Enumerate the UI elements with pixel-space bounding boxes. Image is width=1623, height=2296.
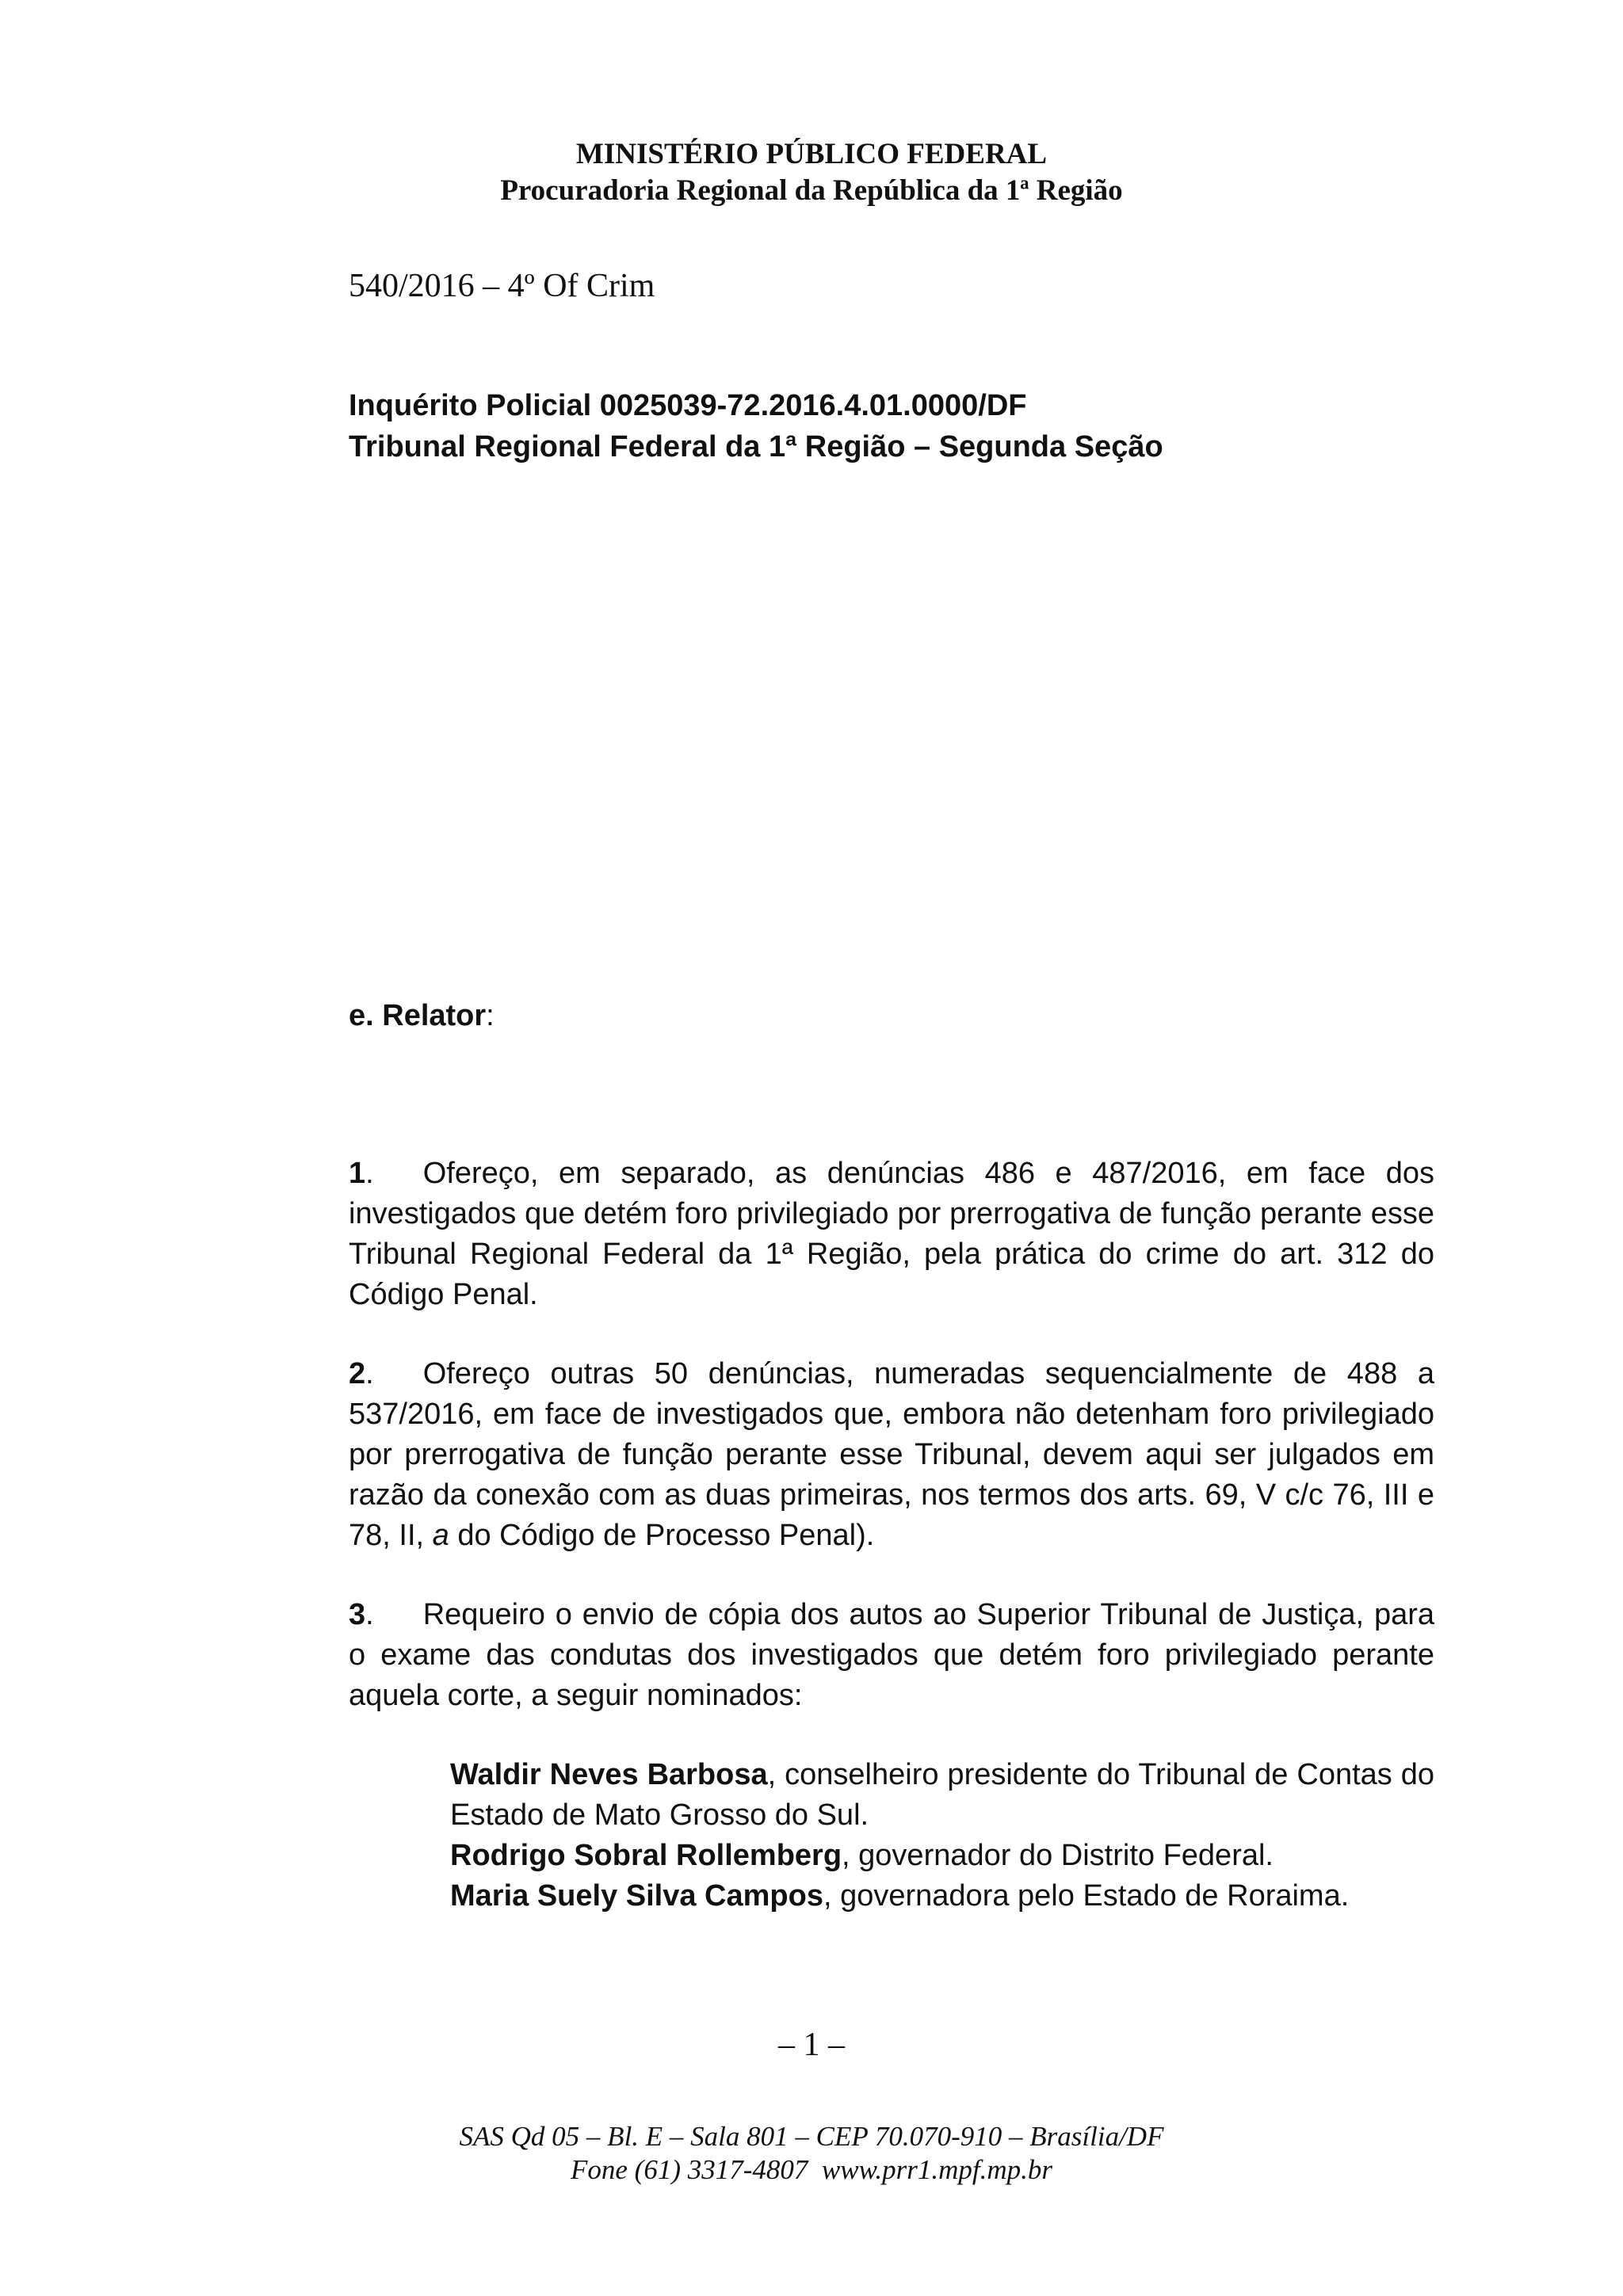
institution-subtitle: Procuradoria Regional da República da 1ª Região bbox=[500, 174, 1123, 207]
list-item bbox=[450, 1836, 1434, 1876]
paragraph-2: 2. Ofereço outras 50 denúncias, numeradas sequencialmente de 488 a 537/2016, em face de investigados que, embora não detenham foro privilegiado por prerrogativa de função perante esse Tribunal, devem aqui ser julgados em razão da conexão com as duas primeiras, nos termos dos arts. 69, V c/c 76, III e 78, II, a do Código de Processo Penal). bbox=[349, 1357, 1434, 1552]
investigated-list bbox=[450, 1755, 1434, 1917]
salutation-title: e. Relator bbox=[349, 999, 487, 1032]
list-item bbox=[450, 1755, 1434, 1836]
paragraph-text: Ofereço, em separado, as denúncias 486 e 487/2016, em face dos investigados que detém foro privilegiado por prerrogativa de função perante esse Tribunal Regional Federal da 1ª Região, pela prática do crime do art. 312 do Código Penal. bbox=[349, 1157, 1434, 1311]
footer bbox=[0, 2120, 1623, 2187]
person-description: , governadora pelo Estado de Roraima. bbox=[823, 1879, 1350, 1913]
case-number: Inquérito Policial 0025039-72.2016.4.01.0000/DF bbox=[349, 389, 1027, 422]
salutation bbox=[349, 995, 495, 1036]
paragraph-number: 1 bbox=[349, 1157, 366, 1190]
paragraph-italic: a bbox=[432, 1519, 449, 1552]
paragraph-text: Requeiro o envio de cópia dos autos ao Superior Tribunal de Justiça, para o exame das condutas dos investigados que detém foro privilegiado perante aquela corte, a seguir nominados: bbox=[349, 1598, 1434, 1712]
paragraph-number: 2 bbox=[349, 1357, 366, 1390]
paragraph-text-end: do Código de Processo Penal). bbox=[449, 1519, 875, 1552]
case-heading bbox=[349, 385, 1163, 467]
institution-name: MINISTÉRIO PÚBLICO FEDERAL bbox=[575, 138, 1048, 170]
footer-contact: Fone (61) 3317-4807 www.prr1.mpf.mp.br bbox=[571, 2154, 1052, 2185]
person-description: , conselheiro presidente do Tribunal de Contas do Estado de Mato Grosso do Sul. bbox=[450, 1758, 1435, 1832]
list-item bbox=[450, 1876, 1434, 1917]
court-name: Tribunal Regional Federal da 1ª Região – Segunda Seção bbox=[349, 430, 1163, 463]
document-reference: 540/2016 – 4º Of Crim bbox=[349, 268, 655, 304]
paragraph-text: Ofereço outras 50 denúncias, numeradas sequencialmente de 488 a 537/2016, em face de investigados que, embora não detenham foro privilegiado por prerrogativa de função perante esse Tribunal, devem aqui ser julgados em razão da conexão com as duas primeiras, nos termos dos arts. 69, V c/c 76, III e 78, II, bbox=[349, 1357, 1434, 1552]
person-name: Waldir Neves Barbosa bbox=[450, 1758, 768, 1791]
page-number: – 1 – bbox=[778, 2027, 845, 2063]
letterhead bbox=[0, 136, 1623, 209]
person-description: , governador do Distrito Federal. bbox=[842, 1839, 1274, 1872]
salutation-colon: : bbox=[486, 999, 495, 1032]
paragraph-number: 3 bbox=[349, 1598, 366, 1631]
person-name: Maria Suely Silva Campos bbox=[450, 1879, 823, 1913]
paragraph-1: 1. Ofereço, em separado, as denúncias 486 e 487/2016, em face dos investigados que detém foro privilegiado por prerrogativa de função perante esse Tribunal Regional Federal da 1ª Região, pela prática do crime do art. 312 do Código Penal. bbox=[349, 1157, 1434, 1311]
paragraph-3: 3. Requeiro o envio de cópia dos autos ao Superior Tribunal de Justiça, para o exame das condutas dos investigados que detém foro privilegiado perante aquela corte, a seguir nominados: bbox=[349, 1598, 1434, 1712]
footer-address: SAS Qd 05 – Bl. E – Sala 801 – CEP 70.070-910 – Brasília/DF bbox=[459, 2121, 1164, 2152]
person-name: Rodrigo Sobral Rollemberg bbox=[450, 1839, 842, 1872]
